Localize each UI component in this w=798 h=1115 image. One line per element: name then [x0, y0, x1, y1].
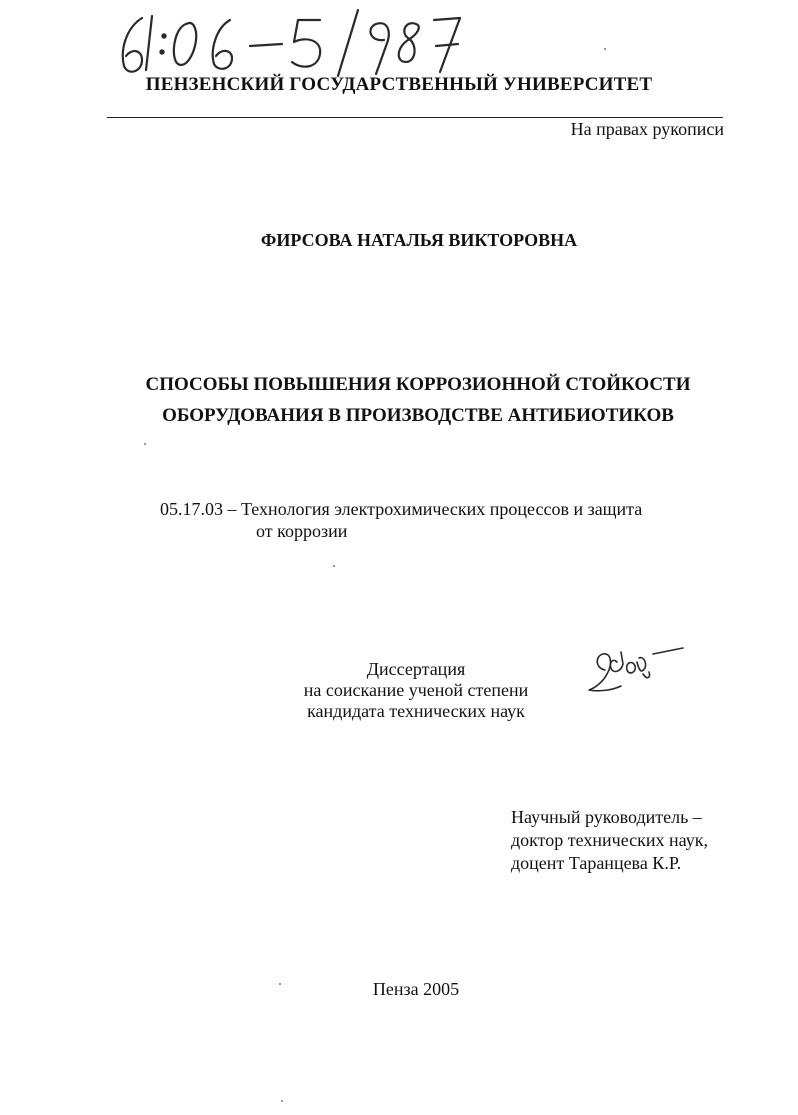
title-line: СПОСОБЫ ПОВЫШЕНИЯ КОРРОЗИОННОЙ СТОЙКОСТИ — [145, 374, 691, 395]
advisor-line: доцент Таранцева К.Р. — [511, 853, 682, 873]
author-name: ФИРСОВА НАТАЛЬЯ ВИКТОРОВНА — [260, 230, 578, 250]
specialty-line: 05.17.03 – Технология электрохимических процессов и защита — [160, 499, 643, 519]
scan-speck — [144, 443, 146, 445]
city-year: Пенза 2005 — [372, 979, 460, 999]
degree-statement — [280, 659, 552, 722]
signature-icon — [583, 640, 693, 700]
degree-line: кандидата технических наук — [307, 701, 525, 721]
specialty-line: от коррозии — [256, 521, 348, 541]
degree-line: Диссертация — [366, 659, 466, 679]
advisor-line: Научный руководитель – — [511, 807, 702, 827]
title-line: ОБОРУДОВАНИЯ В ПРОИЗВОДСТВЕ АНТИБИОТИКОВ — [162, 405, 674, 426]
specialty-code — [160, 498, 642, 542]
handwritten-archive-number — [112, 6, 472, 78]
degree-line: на соискание ученой степени — [303, 680, 529, 700]
university-name: ПЕНЗЕНСКИЙ ГОСУДАРСТВЕННЫЙ УНИВЕРСИТЕТ — [145, 74, 653, 95]
scientific-advisor — [511, 806, 708, 875]
scan-speck — [604, 48, 606, 50]
rights-note: На правах рукописи — [570, 119, 724, 139]
advisor-line: доктор технических наук, — [511, 830, 708, 850]
dissertation-title — [0, 369, 798, 431]
scan-speck — [333, 565, 335, 567]
scan-speck — [279, 983, 281, 985]
header-divider — [107, 117, 723, 118]
scan-speck — [281, 1100, 283, 1102]
